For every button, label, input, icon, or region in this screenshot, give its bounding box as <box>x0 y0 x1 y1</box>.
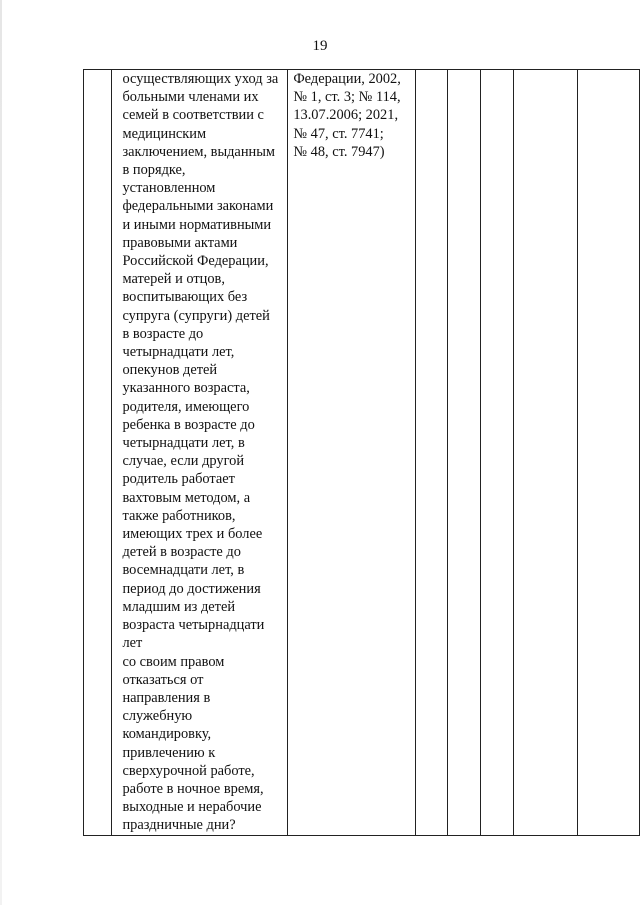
scan-edge <box>0 0 2 905</box>
question-line: вахтовым методом, а <box>122 489 251 506</box>
question-line: четырнадцати лет, <box>122 344 235 361</box>
checklist-table <box>83 69 640 836</box>
question-line: выходные и нерабочие <box>122 799 262 816</box>
question-line: в порядке, <box>122 162 186 179</box>
question-line: восемнадцати лет, в <box>122 562 245 579</box>
table-row <box>84 70 640 836</box>
reference-line: № 47, ст. 7741; <box>293 125 384 142</box>
question-line: лет <box>122 635 143 652</box>
index-cell <box>84 70 112 836</box>
question-line: указанного возраста, <box>122 380 250 397</box>
question-line: период до достижения <box>122 580 261 597</box>
question-line: также работников, <box>122 507 236 524</box>
question-line: родителя, имеющего <box>122 398 250 415</box>
question-line: случае, если другой <box>122 453 245 470</box>
question-line: праздничные дни? <box>122 817 236 834</box>
question-line: осуществляющих уход за <box>122 71 279 87</box>
question-line: воспитывающих без <box>122 289 248 306</box>
question-line: со своим правом <box>122 653 225 670</box>
answer-na-cell <box>480 70 513 836</box>
question-line: больными членами их <box>122 89 259 106</box>
reference-line: Федерации, 2002, <box>293 71 401 87</box>
reference-line: № 48, ст. 7947) <box>293 143 385 160</box>
question-line: детей в возрасте до <box>122 544 241 561</box>
extra-cell <box>578 70 640 836</box>
question-line: ребенка в возрасте до <box>122 416 255 433</box>
question-line: служебную <box>122 708 193 725</box>
question-line: родитель работает <box>122 471 235 488</box>
page-number: 19 <box>312 38 328 54</box>
question-cell <box>112 70 288 836</box>
question-line: матерей и отцов, <box>122 271 225 288</box>
question-line: командировку, <box>122 726 212 743</box>
question-line: младшим из детей <box>122 598 236 615</box>
question-line: имеющих трех и более <box>122 526 263 543</box>
question-line: семей в соответствии с <box>122 107 264 124</box>
question-line: Российской Федерации, <box>122 253 269 270</box>
question-line: сверхурочной работе, <box>122 762 255 779</box>
question-line: правовыми актами <box>122 234 238 251</box>
question-line: федеральными законами <box>122 198 274 215</box>
question-line: и иными нормативными <box>122 216 272 233</box>
question-line: в возрасте до <box>122 325 204 342</box>
question-line: опекунов детей <box>122 362 218 379</box>
question-line: привлечению к <box>122 744 216 761</box>
question-line: направления в <box>122 689 211 706</box>
question-line: отказаться от <box>122 671 204 688</box>
reference-line: 13.07.2006; 2021, <box>293 107 399 124</box>
reference-line: № 1, ст. 3; № 114, <box>293 89 401 106</box>
question-line: установленном <box>122 180 216 197</box>
reference-cell <box>288 70 416 836</box>
question-line: заключением, выданным <box>122 143 275 160</box>
question-line: супруга (супруги) детей <box>122 307 270 324</box>
question-line: четырнадцати лет, в <box>122 435 245 452</box>
question-line: работе в ночное время, <box>122 780 264 797</box>
answer-yes-cell <box>416 70 448 836</box>
question-line: медицинским <box>122 125 207 142</box>
notes-cell <box>514 70 578 836</box>
question-line: возраста четырнадцати <box>122 617 265 634</box>
answer-no-cell <box>448 70 480 836</box>
